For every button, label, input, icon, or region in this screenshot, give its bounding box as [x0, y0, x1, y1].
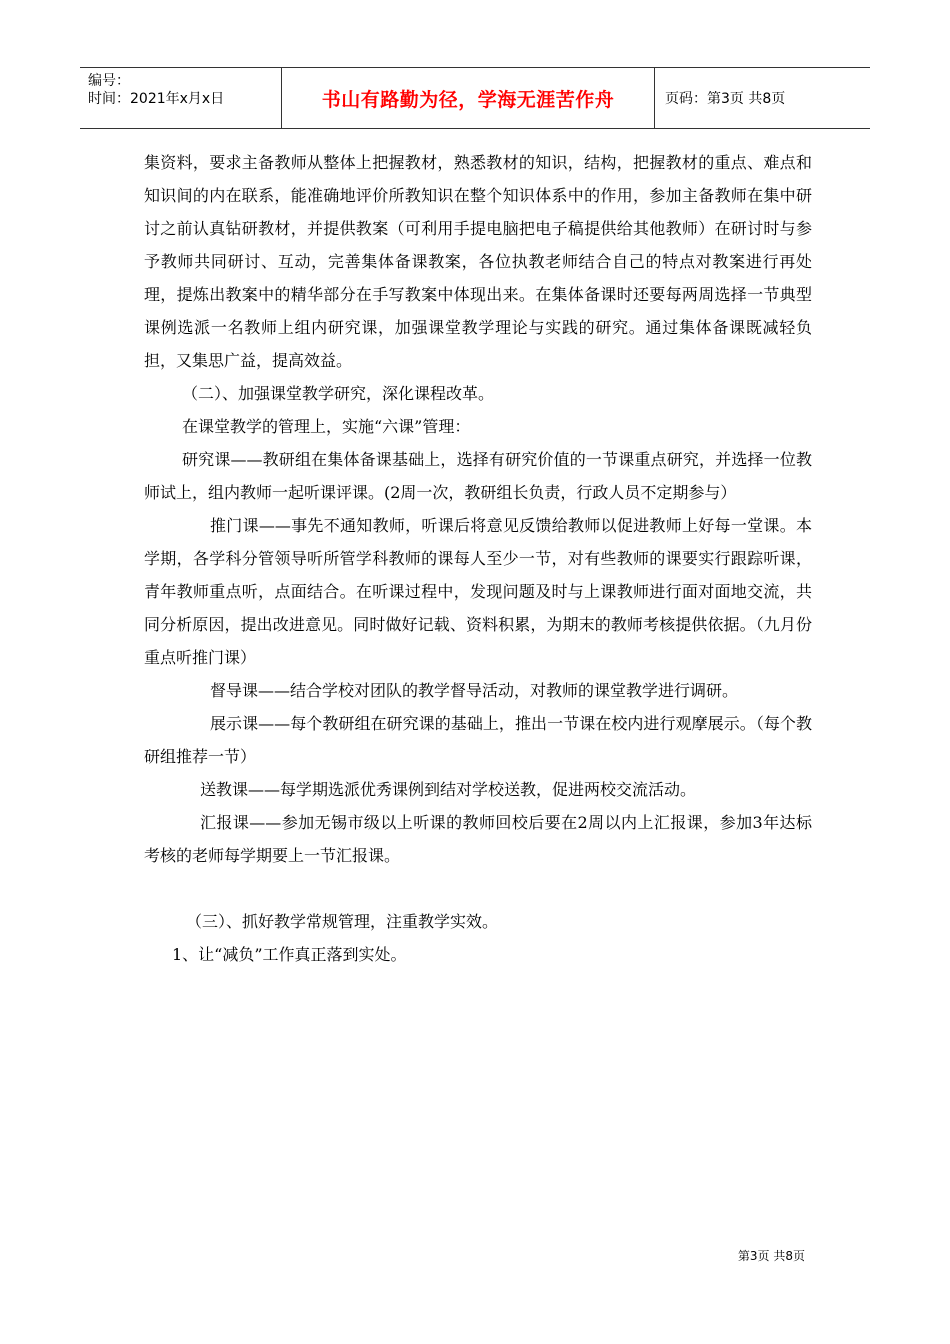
document-body	[144, 146, 812, 971]
document-number-label: 编号：	[88, 73, 130, 89]
document-date-label: 时间：2021年x月x日	[88, 91, 225, 107]
paragraph-collective-lesson-prep: 集资料，要求主备教师从整体上把握教材，熟悉教材的知识，结构，把握教材的重点、难点和知识间的内在联系，能准确地评价所教知识在整个知识体系中的作用，参加主备教师在集中研讨之前认真钻研教材，并提供教案（可利用手提电脑把电子稿提供给其他教师）在研讨时与参予教师共同研讨、互动，完善集体备课教案，各位执教老师结合自己的特点对教案进行再处理，提炼出教案中的精华部分在手写教案中体现出来。在集体备课时还要每两周选择一节典型课例选派一名教师上组内研究课，加强课堂教学理论与实践的研究。通过集体备课既减轻负担，又集思广益，提高效益。	[144, 153, 812, 370]
header-page-number: 页码：第3页 共8页	[665, 91, 786, 107]
paragraph-report-lesson: 汇报课——参加无锡市级以上听课的教师回校后要在2周以内上汇报课，参加3年达标考核的老师每学期要上一节汇报课。	[144, 813, 812, 865]
page-header	[80, 67, 870, 129]
section-heading-2: （二）、加强课堂教学研究，深化课程改革。	[182, 384, 495, 403]
paragraph-outreach-lesson: 送教课——每学期选派优秀课例到结对学校送教，促进两校交流活动。	[200, 780, 697, 799]
page-footer-number: 第3页 共8页	[737, 1249, 805, 1263]
spacer	[144, 872, 812, 905]
paragraph-research-lesson: 研究课——教研组在集体备课基础上，选择有研究价值的一节课重点研究，并选择一位教师试上，组内教师一起听课评课。(2周一次，教研组长负责，行政人员不定期参与）	[144, 450, 812, 502]
paragraph-push-door-lesson: 推门课——事先不通知教师，听课后将意见反馈给教师以促进教师上好每一堂课。本学期，各学科分管领导听所管学科教师的课每人至少一节，对有些教师的课要实行跟踪听课，青年教师重点听，点面结合。在听课过程中，发现问题及时与上课教师进行面对面地交流，共同分析原因，提出改进意见。同时做好记载、资料积累，为期末的教师考核提供依据。（九月份重点听推门课）	[144, 516, 812, 667]
paragraph-supervision-lesson: 督导课——结合学校对团队的教学督导活动，对教师的课堂教学进行调研。	[210, 681, 739, 700]
header-meta	[80, 68, 282, 128]
paragraph-six-lessons-intro: 在课堂教学的管理上，实施“六课”管理：	[182, 417, 471, 436]
section-heading-3: （三）、抓好教学常规管理，注重教学实效。	[186, 912, 499, 931]
header-motto: 书山有路勤为径，学海无涯苦作舟	[282, 68, 655, 128]
subsection-heading-1: 1、让“减负”工作真正落到实处。	[172, 945, 407, 964]
paragraph-showcase-lesson: 展示课——每个教研组在研究课的基础上，推出一节课在校内进行观摩展示。（每个教研组推荐一节）	[144, 714, 812, 766]
